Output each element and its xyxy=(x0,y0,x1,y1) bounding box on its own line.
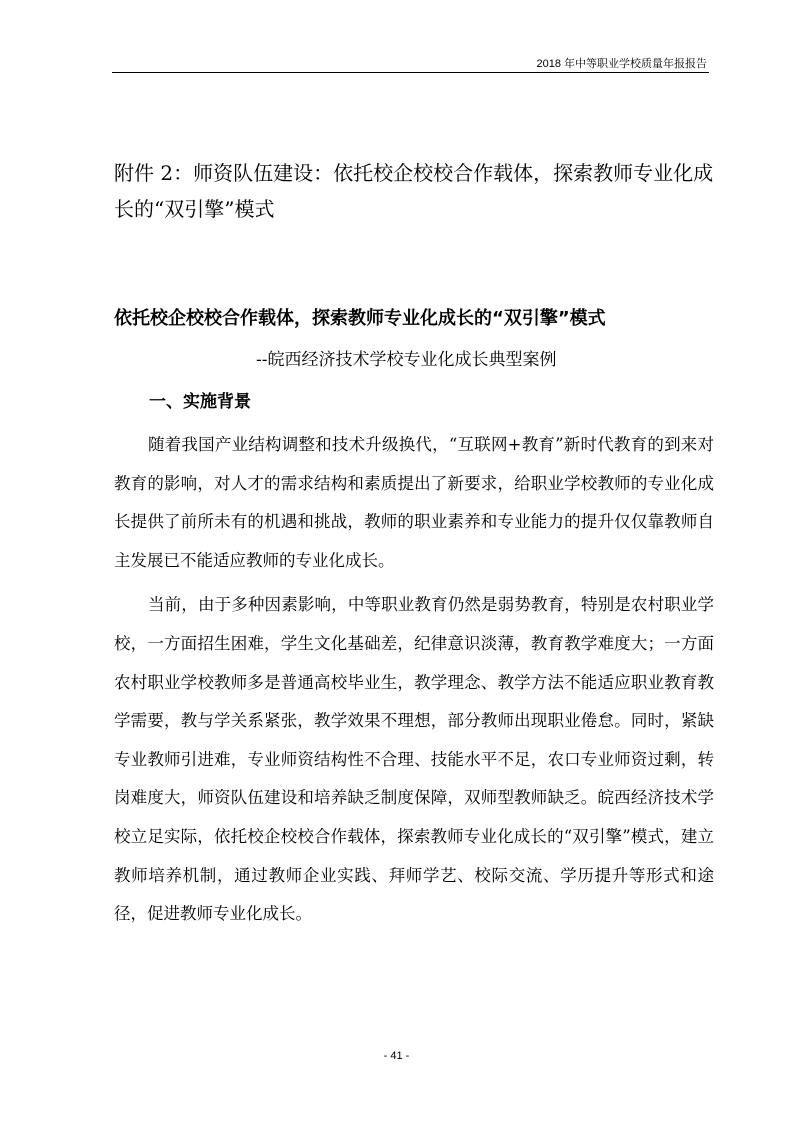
attachment-title: 附件 2：师资队伍建设：依托校企校校合作载体，探索教师专业化成长的“双引擎”模式 xyxy=(114,161,714,221)
header-divider xyxy=(112,72,709,73)
page-number: - 41 - xyxy=(383,1050,410,1062)
section-heading: 一、实施背景 xyxy=(149,392,251,412)
paragraph-1: 随着我国产业结构调整和技术升级换代，“互联网+教育”新时代教育的到来对教育的影响，对人才的需求结构和素质提出了新要求，给职业学校教师的专业化成长提供了前所未有的机遇和挑战，教师的职业素养和专业能力的提升仅仅靠教师自主发展已不能适应教师的专业化成长。 xyxy=(114,435,714,570)
running-header: 2018 年中等职业学校质量年报报告 xyxy=(536,58,707,70)
paragraph-2: 当前，由于多种因素影响，中等职业教育仍然是弱势教育，特别是农村职业学校，一方面招生困难，学生文化基础差，纪律意识淡薄，教育教学难度大；一方面农村职业学校教师多是普通高校毕业生，教学理念、教学方法不能适应职业教育教学需要，教与学关系紧张，教学效果不理想，部分教师出现职业倦怠。同时，紧缺专业教师引进难，专业师资结构性不合理、技能水平不足，农口专业师资过剩，转岗难度大，师资队伍建设和培养缺乏制度保障，双师型教师缺乏。皖西经济技术学校立足实际，依托校企校校合作载体，探索教师专业化成长的“双引擎”模式，建立教师培养机制，通过教师企业实践、拜师学艺、校际交流、学历提升等形式和途径，促进教师专业化成长。 xyxy=(114,595,714,924)
article-title: 依托校企校校合作载体，探索教师专业化成长的“双引擎”模式 xyxy=(114,308,606,329)
body-text xyxy=(114,426,714,940)
article-subtitle: --皖西经济技术学校专业化成长典型案例 xyxy=(256,350,557,370)
